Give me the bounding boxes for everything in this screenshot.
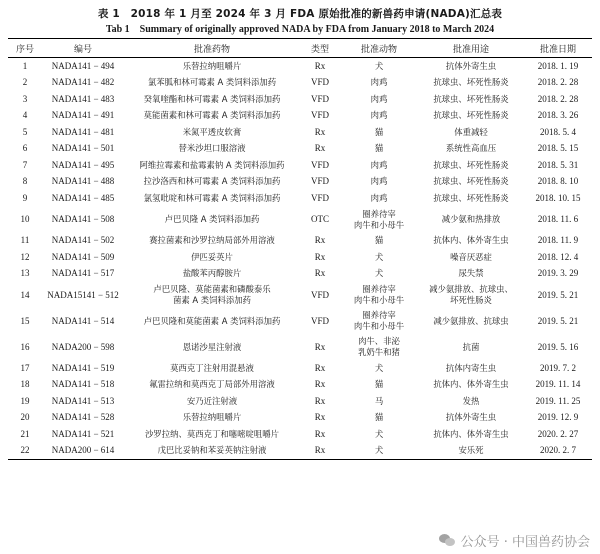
cell-type: VFD (310, 110, 329, 121)
cell-idx: 1 (22, 60, 28, 71)
header-type: 类型 (300, 39, 340, 58)
cell-date: 2019. 7. 2 (540, 362, 576, 373)
cell-date: 2018. 11. 9 (537, 235, 579, 246)
cell-drug: 莫能菌素和林可霉素 A 类饲料添加药 (143, 110, 281, 121)
cell-idx: 3 (22, 93, 28, 104)
cell-drug: 乐替拉纳咀嚼片 (182, 412, 242, 423)
cell-use: 抗球虫、坏死性肠炎 (433, 77, 509, 88)
cell-code: NADA141 − 494 (51, 60, 115, 71)
cell-drug: 米氮平透皮软膏 (182, 126, 242, 137)
cell-code: NADA141 − 509 (51, 251, 115, 262)
cell-date: 2019. 11. 14 (535, 379, 581, 390)
document-page (8, 6, 592, 460)
cell-type: VFD (310, 176, 329, 187)
table-row (8, 157, 592, 174)
cell-type: VFD (310, 315, 329, 326)
cell-drug: 莫西克丁注射用混悬液 (170, 362, 254, 373)
cell-date: 2018. 2. 28 (537, 93, 579, 104)
table-title-cn: 表 1 2018 年 1 月至 2024 年 3 月 FDA 原始批准的新兽药申请(NADA)汇总表 (97, 8, 503, 20)
cell-use: 抗体外寄生虫 (445, 60, 497, 71)
cell-drug: 卢巴贝隆和莫能菌素 A 类饲料添加药 (143, 315, 281, 326)
cell-type: Rx (314, 379, 326, 390)
cell-idx: 9 (22, 192, 28, 203)
cell-drug: 卢巴贝隆 A 类饲料添加药 (164, 214, 260, 224)
cell-idx: 21 (20, 428, 30, 439)
cell-animal: 犬 (374, 268, 384, 279)
cell-type: Rx (314, 412, 326, 423)
table-row (8, 426, 592, 443)
cell-date: 2018. 2. 28 (537, 77, 579, 88)
cell-animal: 猫 (374, 235, 384, 246)
cell-animal: 马 (374, 395, 384, 406)
table-row (8, 249, 592, 266)
cell-animal: 肉鸡 (370, 176, 388, 187)
header-code: 编号 (42, 39, 124, 58)
table-row (8, 190, 592, 207)
cell-date: 2020. 2. 7 (524, 443, 592, 460)
cell-code: NADA141 − 518 (51, 379, 115, 390)
cell-date: 2018. 12. 4 (537, 251, 579, 262)
cell-idx: 14 (20, 289, 30, 300)
table-row (8, 233, 592, 250)
cell-idx: 11 (20, 235, 30, 246)
cell-animal: 犬 (374, 251, 384, 262)
cell-use: 发热 (462, 395, 480, 406)
cell-idx: 18 (20, 379, 30, 390)
table-row (8, 360, 592, 377)
cell-code: NADA141 − 528 (51, 412, 115, 423)
cell-date: 2019. 11. 25 (535, 395, 581, 406)
cell-date: 2019. 5. 21 (537, 315, 579, 326)
table-row (8, 108, 592, 125)
cell-animal: 犬 (374, 428, 384, 439)
cell-drug: 赛拉菌素和沙罗拉纳局部外用溶液 (149, 235, 275, 246)
table-row (8, 410, 592, 427)
cell-animal: 猫 (374, 126, 384, 137)
cell-type: VFD (310, 289, 329, 300)
cell-use: 系统性高血压 (445, 143, 497, 154)
cell-drug: 安乃近注射液 (186, 395, 238, 406)
cell-date: 2019. 12. 9 (537, 412, 579, 423)
cell-animal: 犬 (374, 362, 384, 373)
cell-type: Rx (314, 60, 326, 71)
table-row (8, 282, 592, 308)
cell-animal: 犬 (374, 60, 384, 71)
cell-date: 2019. 3. 29 (537, 268, 579, 279)
cell-type: Rx (314, 428, 326, 439)
table-body (8, 58, 592, 460)
cell-code: NADA141 − 495 (51, 159, 115, 170)
cell-type: Rx (314, 268, 326, 279)
header-drug: 批准药物 (124, 39, 300, 58)
table-row (8, 141, 592, 158)
cell-code: NADA141 − 485 (51, 192, 115, 203)
cell-idx: 19 (20, 395, 30, 406)
cell-code: NADA141 − 502 (51, 235, 115, 246)
cell-code: NADA141 − 513 (51, 395, 115, 406)
cell-date: 2018. 5. 4 (540, 126, 576, 137)
cell-code: NADA141 − 517 (51, 268, 115, 279)
cell-type: Rx (300, 443, 340, 460)
cell-drug: 恩诺沙星注射液 (182, 341, 242, 352)
cell-type: Rx (314, 126, 326, 137)
nada-table (8, 38, 592, 460)
table-row (8, 443, 592, 460)
cell-type: Rx (314, 235, 326, 246)
cell-date: 2020. 2. 27 (537, 428, 579, 439)
cell-use: 抗球虫、坏死性肠炎 (433, 110, 509, 121)
cell-date: 2018. 3. 26 (537, 110, 579, 121)
cell-idx: 6 (22, 143, 28, 154)
cell-date: 2018. 11. 6 (537, 214, 579, 224)
cell-code: NADA15141 − 512 (47, 289, 119, 300)
cell-drug: 癸氧喹酯和林可霉素 A 类饲料添加药 (143, 93, 281, 104)
cell-code: NADA141 − 488 (51, 176, 115, 187)
cell-drug: 乐替拉纳咀嚼片 (182, 60, 242, 71)
cell-idx: 13 (20, 268, 30, 279)
cell-idx: 4 (22, 110, 28, 121)
header-idx: 序号 (8, 39, 42, 58)
cell-animal: 肉鸡 (370, 110, 388, 121)
table-row (8, 393, 592, 410)
cell-use: 抗体内、体外寄生虫 (433, 379, 509, 390)
cell-use: 抗体内、体外寄生虫 (433, 235, 509, 246)
cell-animal: 肉牛、非泌 乳奶牛和猪 (358, 336, 400, 357)
cell-type: VFD (310, 93, 329, 104)
cell-type: Rx (314, 341, 326, 352)
cell-use: 安乐死 (418, 443, 524, 460)
cell-idx: 10 (20, 214, 30, 224)
cell-idx: 22 (8, 443, 42, 460)
cell-code: NADA141 − 482 (51, 77, 115, 88)
cell-drug: 氯氢吡啶和林可霉素 A 类饲料添加药 (143, 192, 281, 203)
cell-type: VFD (310, 159, 329, 170)
cell-idx: 7 (22, 159, 28, 170)
cell-code: NADA141 − 491 (51, 110, 115, 121)
cell-use: 抗球虫、坏死性肠炎 (433, 176, 509, 187)
cell-use: 抗球虫、坏死性肠炎 (433, 159, 509, 170)
cell-code: NADA141 − 508 (51, 214, 115, 224)
cell-code: NADA141 − 481 (51, 126, 115, 137)
cell-drug: 戊巴比妥钠和苯妥英钠注射液 (124, 443, 300, 460)
header-date: 批准日期 (524, 39, 592, 58)
cell-drug: 氟雷拉纳和莫西克丁局部外用溶液 (149, 379, 275, 390)
cell-drug: 卢巴贝隆、莫能菌素和磷酸泰乐 菌素 A 类饲料添加药 (153, 284, 271, 305)
cell-type: Rx (314, 143, 326, 154)
cell-animal: 猫 (374, 143, 384, 154)
cell-use: 尿失禁 (458, 268, 484, 279)
cell-drug: 阿维拉霉素和盐霉素钠 A 类饲料添加药 (139, 159, 285, 170)
table-row (8, 75, 592, 92)
header-animal: 批准动物 (340, 39, 418, 58)
cell-code: NADA200 − 598 (51, 341, 115, 352)
cell-type: VFD (310, 77, 329, 88)
wechat-icon (439, 533, 456, 548)
cell-idx: 8 (22, 176, 28, 187)
cell-use: 减少氨排放、抗球虫 (433, 315, 509, 326)
cell-idx: 17 (20, 362, 30, 373)
cell-drug: 伊匹妥英片 (191, 251, 233, 262)
cell-drug: 沙罗拉纳、莫西克丁和噻嘧啶咀嚼片 (145, 428, 279, 439)
cell-code: NADA200 − 614 (42, 443, 124, 460)
cell-date: 2018. 1. 19 (537, 60, 579, 71)
table-row (8, 91, 592, 108)
cell-animal: 圈养待宰 肉牛和小母牛 (353, 284, 405, 305)
cell-type: Rx (314, 362, 326, 373)
cell-date: 2018. 8. 10 (537, 176, 579, 187)
table-row (8, 334, 592, 360)
cell-date: 2018. 5. 31 (537, 159, 579, 170)
table-row (8, 124, 592, 141)
table-row (8, 174, 592, 191)
cell-code: NADA141 − 483 (51, 93, 115, 104)
cell-drug: 拉沙洛西和林可霉素 A 类饲料添加药 (143, 176, 281, 187)
cell-animal: 犬 (340, 443, 418, 460)
cell-animal: 肉鸡 (370, 93, 388, 104)
table-row (8, 58, 592, 75)
header-use: 批准用途 (418, 39, 524, 58)
cell-date: 2018. 5. 15 (537, 143, 579, 154)
cell-use: 抗菌 (462, 341, 480, 352)
watermark-text: 公众号 · 中国兽药协会 (460, 535, 590, 550)
cell-code: NADA141 − 521 (51, 428, 115, 439)
cell-animal: 肉鸡 (370, 159, 388, 170)
cell-type: Rx (314, 251, 326, 262)
cell-animal: 猫 (374, 379, 384, 390)
cell-use: 抗球虫、坏死性肠炎 (433, 93, 509, 104)
table-header-row (8, 39, 592, 58)
cell-idx: 2 (22, 77, 28, 88)
cell-type: OTC (311, 214, 329, 224)
cell-use: 抗体内寄生虫 (445, 362, 497, 373)
cell-idx: 12 (20, 251, 30, 262)
cell-use: 噪音厌恶症 (450, 251, 492, 262)
cell-drug: 盐酸苯丙醇胺片 (182, 268, 242, 279)
table-row (8, 377, 592, 394)
cell-use: 体重减轻 (454, 126, 488, 137)
cell-use: 抗体外寄生虫 (445, 412, 497, 423)
cell-idx: 16 (20, 341, 30, 352)
cell-animal: 肉鸡 (370, 77, 388, 88)
cell-date: 2019. 5. 16 (537, 341, 579, 352)
table-title-en: Tab 1 Summary of originally approved NADA by FDA from January 2018 to March 2024 (105, 24, 495, 35)
cell-use: 抗体内、体外寄生虫 (433, 428, 509, 439)
cell-code: NADA141 − 514 (51, 315, 115, 326)
cell-animal: 圈养待宰 肉牛和小母牛 (353, 208, 405, 230)
table-row (8, 207, 592, 233)
cell-drug: 替米沙坦口服溶液 (178, 143, 246, 154)
cell-code: NADA141 − 501 (51, 143, 115, 154)
cell-drug: 氯苯胍和林可霉素 A 类饲料添加药 (147, 77, 277, 88)
table-row (8, 308, 592, 334)
cell-date: 2019. 5. 21 (537, 289, 579, 300)
cell-date: 2018. 10. 15 (535, 192, 581, 203)
cell-use: 抗球虫、坏死性肠炎 (433, 192, 509, 203)
cell-animal: 猫 (374, 412, 384, 423)
cell-type: Rx (314, 395, 326, 406)
watermark (439, 531, 590, 550)
cell-code: NADA141 − 519 (51, 362, 115, 373)
cell-animal: 圈养待宰 肉牛和小母牛 (353, 310, 405, 331)
cell-idx: 20 (20, 412, 30, 423)
cell-idx: 5 (22, 126, 28, 137)
cell-use: 减少氨排放、抗球虫、 坏死性肠炎 (429, 284, 513, 305)
cell-use: 减少氨和热排放 (441, 214, 501, 224)
cell-animal: 肉鸡 (370, 192, 388, 203)
table-row (8, 266, 592, 283)
cell-idx: 15 (20, 315, 30, 326)
cell-type: VFD (310, 192, 329, 203)
